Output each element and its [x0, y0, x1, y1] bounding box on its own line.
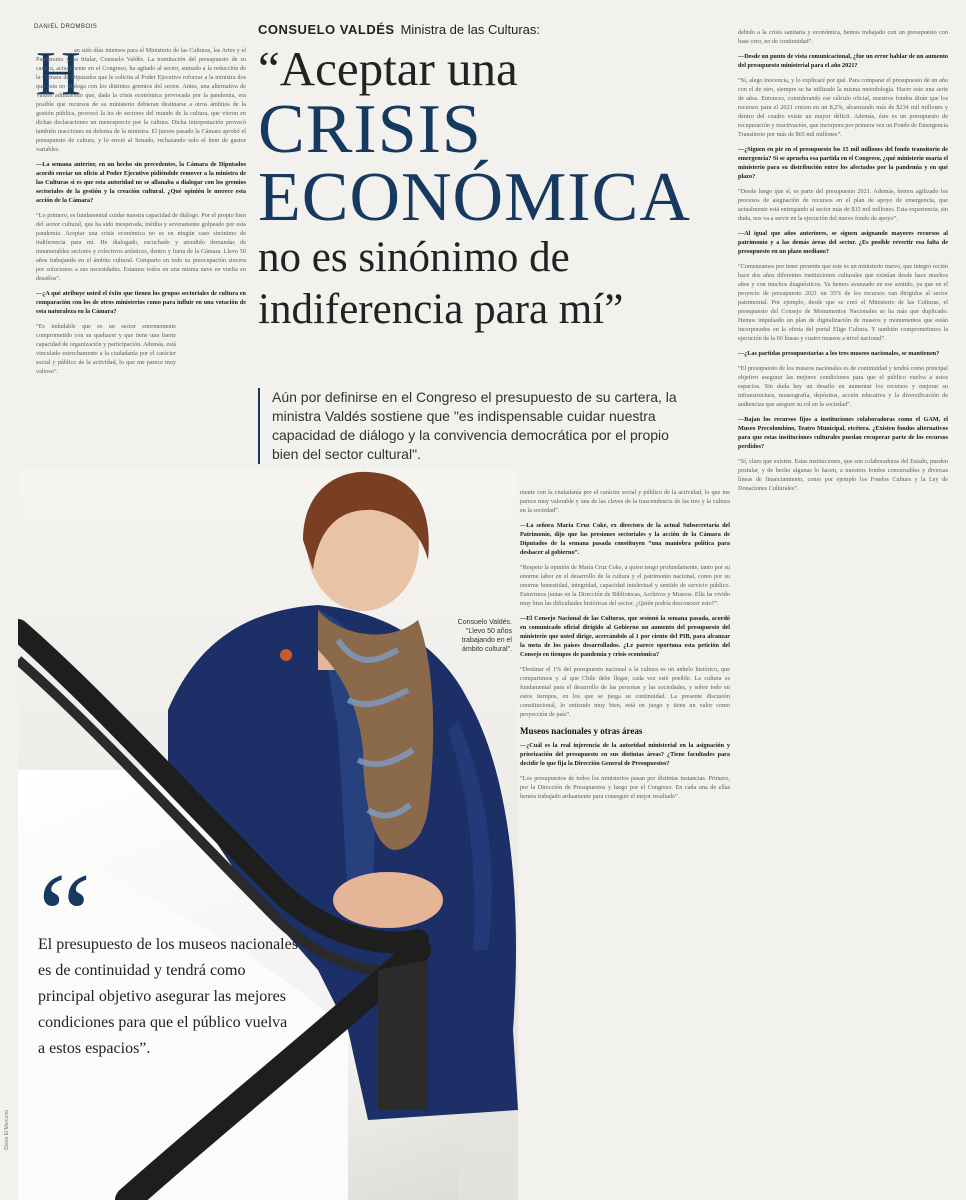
headline-line-1: “Aceptar una [258, 41, 518, 96]
headline-line-5: indiferencia para mí” [258, 286, 624, 333]
quote-mark-icon: “ [38, 848, 92, 981]
question: —La señora María Cruz Coke, ex directora de la actual Subsecretaría del Patrimonio, dijo que las presiones sectoriales y la acción de la Cámara de Diputados de la semana pasada constituyen “una maniobra política para deshacer al gobierno”. [520, 522, 730, 556]
question: —El Consejo Nacional de las Culturas, que sesionó la semana pasada, acordó en comunicado oficial dirigido al Gobierno un aumento del presupuesto del ministerio que usted dirige, acercándolo al 1 por ciento del PIB, para alcanzar la meta de los países desarrollados. ¿Le parece oportuna esta petición del Consejo en tiempos de pandemia y crisis económica? [520, 615, 730, 658]
article-column-3 [738, 28, 948, 1193]
answer: “Destinar el 1% del presupuesto nacional a la cultura es un anhelo histórico, que compartimos y al que Chile debe llegar, cada vez esté posible. La cultura es fundamental para el desarrollo de las personas y las sociedades, y sobre todo en estos tiempos, en los que se juega su continuidad. La presente discusión constitucional, lo entiendo muy bien, está en juego y tiene un valor como proyección de país”. [520, 666, 730, 718]
side-credit: Diario El Mercurio [4, 1110, 10, 1150]
question: —¿Siguen en pie en el presupuesto los 15 mil millones del fondo transitorio de emergencia? Si se aprueba esa partida en el Congreso, ¿qué ministerio usaría el ministerio para su distribución entre los afectados por la pandemia y en qué plazo? [738, 146, 948, 180]
answer: “El presupuesto de los museos nacionales es de continuidad y tendrá como principal objetivo asegurar las mejores condiciones para que el público vuelva a estos espacios. Sin duda hay un desafío en aumentar los recursos y mejorar su infraestructura, museografía, depósitos, acción educativa y la diversificación de audiencias que asegure su rol en la sociedad”. [738, 365, 948, 408]
kicker [258, 22, 540, 37]
answer: “Desde luego que sí, es parte del presupuesto 2021. Además, hemos agilizado los procesos de asignación de recursos en el plan de apoyo de emergencia, que actualmente está entregando al sector más de $15 mil millones. Esta experiencia, sin duda, nos va a servir en la ejecución del nuevo fondo de apoyo”. [738, 188, 948, 222]
answer: “Sí, alego inocencia, y lo explicaré por qué. Para comparar el presupuesto de un año con el de otro, siempre se ha utilizado la misma metodología. Hacer esto una serie de años. Entonces, considerando ese cálculo oficial, nuestros fondos dirán que los recursos para el 2021 crecen en un 8,2%, alcanzando más de $234 mil millones y dentro del cuadro existe un mayor déficit. Además, éste es un presupuesto de recuperación y reactivación, que incorpora por primera vez un Fondo de Emergencia Transitorio por más de $65 mil millones”. [738, 77, 948, 138]
headline-line-4: no es sinónimo de [258, 234, 570, 281]
article-deck: Aún por definirse en el Congreso el presupuesto de su cartera, la ministra Valdés sostiene que "es indispensable cuidar nuestra capacidad de diálogo y la convivencia democrática por el propio bien del sector cultural". [258, 388, 698, 464]
question: —La semana anterior, en un hecho sin precedentes, la Cámara de Diputados acordó enviar un oficio al Poder Ejecutivo pidiéndole remover a la ministra de las Culturas si es que esta autoridad no se allanaba a dialogar con los gremios sectoriales de la gestión y la creación cultural. ¿Qué opinión le merece esta acción de la Cámara? [36, 161, 246, 204]
intro-paragraph: an sido días intensos para el Ministerio de las Culturas, las Artes y el Patrimonio y su titular, Consuelo Valdés. La tramitación del presupuesto de su cartera, actualmente en el Congreso, ha agitado al sector, sumado a la reducción de la Cámara de Diputados que le solicita al Poder Ejecutivo reforzar a la ministra dos que esta no dialoga con los distintos gremios del sector. Antes, una alternativa de Valdés admitiendo que, dada la crisis económica provocada por la pandemia, era posible que recursos de su ministerio debieran destinarse a otros ámbitos de la gestión pública, provocó la ira de sectores del mundo de la cultura, que vieron en dichas declaraciones un menosprecio por la cultura. Dicha interpretación provocó también reacciones en defensa de la ministra. El jueves pasado la Cámara aprobó el presupuesto de cultura, y lo envió al Senado, rechazando solo el ítem de gastos variables. [36, 47, 246, 153]
question: —¿Las partidas presupuestarias a los tres museos nacionales, se mantienen? [738, 350, 940, 357]
interviewee-role: Ministra de las Culturas: [400, 22, 541, 37]
headline [258, 42, 728, 336]
section-subhead: Museos nacionales y otras áreas [520, 726, 643, 736]
paragraph: mente con la ciudadanía por el carácter social y público de la actividad, lo que me parece muy valorable y una de las claves de la trascendencia de las tres y la cultura en la sociedad”. [520, 489, 730, 514]
drop-cap: H [36, 40, 81, 108]
answer: “Sí, claro que existen. Estas instituciones, que son colaboradoras del Estado, pueden postular, y de hecho algunas lo hacen, a nuestros fondos concursables y diversas líneas de financiamiento, como por ejemplo los Fondos Cultura y la Ley de Donaciones Culturales”. [738, 458, 948, 492]
answer: “Respeto la opinión de María Cruz Coke, a quien tengo profundamente, tanto por su enorme labor en el desarrollo de la cultura y el patrimonio nacional, como por su enorme honestidad, integridad, capacidad intelectual y sentido de servicio público. Estuvimos juntas en la Dirección de Bibliotecas, Archivos y Museos. Ella ha vivido muy bien las dificultades históricas del sector. ¿Quién podría desconocer esto?”. [520, 564, 730, 607]
question: —Desde un punto de vista comunicacional, ¿fue un error hablar de un aumento del presupuesto ministerial para el año 2021? [738, 53, 948, 69]
byline: DANIEL DROMBOIS [34, 24, 98, 30]
headline-line-2: CRISIS [258, 91, 482, 168]
answer: “Los presupuestos de todos los ministerios pasan por distintas instancias. Primero, por la Dirección de Presupuestos y luego por el Congreso. En cada una de ellas hemos trabajado arduamente para conseguir el mejor resultado”. [520, 775, 730, 800]
question: —¿Cuál es la real injerencia de la autoridad ministerial en la asignación y priorización del presupuesto en sus distintas áreas? ¿Tiene facultades para decidir lo que fija la Dirección General de Presupuestos? [520, 742, 730, 767]
answer: “Es indudable que es un sector enormemente comprometido con su quehacer y que tiene una fuerte capacidad de organización y participación. Además, está vinculado estrechamente a la ciudadanía por el carácter social y público de la actividad, lo que me parece muy valioso”. [36, 323, 176, 375]
interviewee-name: CONSUELO VALDÉS [258, 22, 395, 37]
photo-caption: Consuelo Valdés. "Llevo 50 años trabajando en el ámbito cultural". [457, 619, 512, 653]
answer: “Lo primero, es fundamental cuidar nuestra capacidad de diálogo. Por el propio bien del sector cultural, que ha sido inesperada, inédita y severamente golpeado por esta pandemia. Aceptar una crisis económica no es en ningún caso sinónimo de indiferencia para mí. He dialogado, escuchado y atendido demandas de innumerables sectores y colectivos artísticos, dentro y fuera de la Cámara. Llevo 50 años trabajando en el ámbito cultural. Comparto en todo su preocupación sincera por soluciones a sus necesidades. Estamos todos en una misma nave en vuelta en desafíos”. [36, 212, 246, 282]
pull-quote-text: El presupuesto de los museos nacionales es de continuidad y tendrá como principal objetivo asegurar las mejores condiciones para que el público vuelva a estos espacios”. [38, 936, 298, 1057]
pull-quote [38, 848, 298, 1062]
question: —Bajan los recursos fijos a instituciones colaboradoras como el GAM, el Museo Precolombino, Teatro Municipal, etcétera. ¿Existen fondos alternativos para que estas instituciones culturales puedan recuperar parte de los recursos perdidos? [738, 416, 948, 450]
article-column-1 [36, 40, 246, 606]
answer: “Comenzamos por tener presente que este es un ministerio nuevo, que integró recién hace dos años diferentes instituciones culturales que existían desde hace muchos años y con muchos diagnósticos. Ya hemos avanzado en ese sentido, ya que en el proyecto de presupuesto 2021 un 35% de los recursos van dirigidos al sector patrimonial. Por ejemplo, desde que se creó el Ministerio de las Culturas, el presupuesto del Consejo de Monumentos Nacionales se ha más que duplicado. Hemos impulsado un plan de digitalización de museos y monumentos que están incorporados en la oferta del portal Elige Cultura. Y también comprometimos la ejecución de la 60 líneas y cuatro museos a nivel nacional”. [738, 263, 948, 342]
question: —Al igual que años anteriores, se siguen asignando mayores recursos al patrimonio y a las demás áreas del sector. ¿Es posible revertir esa falta de presupuesto en un plazo mediano? [738, 230, 948, 255]
question: —¿A qué atribuye usted el éxito que tienen los grupos sectoriales de cultura en comparación con los de otros ministerios como para influir en una votación de esta naturaleza en la Cámara? [36, 290, 246, 315]
headline-line-3: ECONÓMICA [258, 159, 691, 236]
paragraph: debido a la crisis sanitaria y económica, hemos trabajado con un presupuesto con base cero, no de continuidad”. [738, 29, 948, 45]
article-column-2 [520, 488, 730, 1198]
